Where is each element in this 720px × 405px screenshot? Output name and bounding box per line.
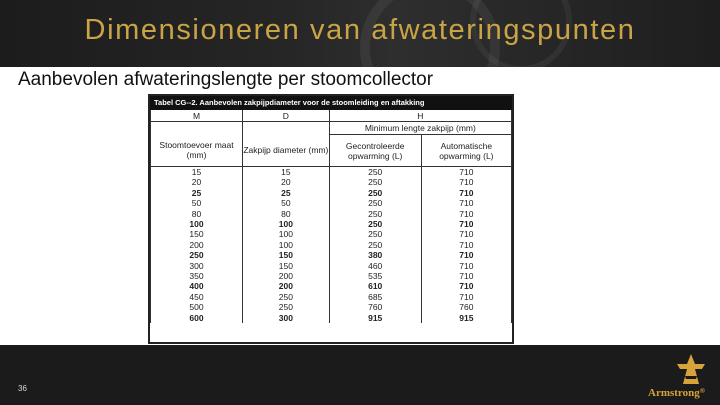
table-cell: 200 xyxy=(243,281,330,291)
logo-trademark: ® xyxy=(699,387,705,395)
footer-bar xyxy=(0,345,720,405)
table-cell: 915 xyxy=(329,313,421,323)
table-cell: 710 xyxy=(421,250,511,260)
table-cell: 200 xyxy=(151,240,243,250)
table-cell: 20 xyxy=(243,177,330,187)
column-header-automatic: Automatische opwarming (L) xyxy=(421,135,511,167)
table-row xyxy=(151,177,512,187)
table-cell: 15 xyxy=(243,167,330,178)
table-row xyxy=(151,250,512,260)
table-cell: 50 xyxy=(243,198,330,208)
table-cell: 380 xyxy=(329,250,421,260)
table-span-row xyxy=(151,122,512,135)
table-cell: 685 xyxy=(329,292,421,302)
column-header-controlled: Gecontroleerde opwarming (L) xyxy=(329,135,421,167)
page-number: 36 xyxy=(18,384,27,393)
table-cell: 710 xyxy=(421,271,511,281)
table-cell: 915 xyxy=(421,313,511,323)
table-cell: 200 xyxy=(243,271,330,281)
table-cell: 250 xyxy=(329,177,421,187)
table-cell: 710 xyxy=(421,188,511,198)
table-cell: 450 xyxy=(151,292,243,302)
table-column-headers xyxy=(151,135,512,167)
table-cell: 150 xyxy=(151,229,243,239)
table-cell: 710 xyxy=(421,177,511,187)
table-cell: 760 xyxy=(329,302,421,312)
column-letter-d: D xyxy=(243,110,330,122)
drain-table xyxy=(148,94,514,344)
column-letter-m: M xyxy=(151,110,243,122)
table-row xyxy=(151,229,512,239)
table-row xyxy=(151,292,512,302)
header-band xyxy=(0,0,720,67)
table-cell: 710 xyxy=(421,292,511,302)
table-cell: 100 xyxy=(243,240,330,250)
table-cell: 710 xyxy=(421,198,511,208)
table-row xyxy=(151,281,512,291)
table-cell: 50 xyxy=(151,198,243,208)
table-row xyxy=(151,302,512,312)
table-row xyxy=(151,219,512,229)
table-row xyxy=(151,313,512,323)
table-row xyxy=(151,240,512,250)
table-cell: 100 xyxy=(243,229,330,239)
table-cell: 15 xyxy=(151,167,243,178)
table-cell: 80 xyxy=(243,209,330,219)
column-letter-h: H xyxy=(329,110,511,122)
page-title: Dimensioneren van afwateringspunten xyxy=(84,14,636,46)
table-cell: 460 xyxy=(329,261,421,271)
table-cell: 710 xyxy=(421,281,511,291)
span-header: Minimum lengte zakpijp (mm) xyxy=(329,122,511,135)
table-cell: 400 xyxy=(151,281,243,291)
table-cell: 25 xyxy=(151,188,243,198)
table-cell: 710 xyxy=(421,261,511,271)
table-cell: 150 xyxy=(243,261,330,271)
table-row xyxy=(151,271,512,281)
table-letter-row xyxy=(151,110,512,122)
table-row xyxy=(151,167,512,178)
table-cell: 250 xyxy=(329,167,421,178)
table-cell: 500 xyxy=(151,302,243,312)
armstrong-logo-text xyxy=(648,387,705,399)
table-cell: 250 xyxy=(151,250,243,260)
table-caption: Tabel CG--2. Aanbevolen zakpijpdiameter voor de stoomleiding en aftakking xyxy=(150,96,512,110)
column-header-drain-diameter: Zakpijp diameter (mm) xyxy=(243,135,330,167)
table-cell: 760 xyxy=(421,302,511,312)
table-cell: 600 xyxy=(151,313,243,323)
table-cell: 710 xyxy=(421,167,511,178)
table-cell: 100 xyxy=(243,219,330,229)
table-cell: 710 xyxy=(421,219,511,229)
table-cell: 250 xyxy=(329,219,421,229)
table-cell: 710 xyxy=(421,209,511,219)
table-cell: 710 xyxy=(421,229,511,239)
table-row xyxy=(151,198,512,208)
table-row xyxy=(151,209,512,219)
page-subtitle: Aanbevolen afwateringslengte per stoomcollector xyxy=(18,69,434,90)
empty-header-cell xyxy=(151,122,243,135)
table-cell: 80 xyxy=(151,209,243,219)
column-header-supply: Stoomtoevoer maat (mm) xyxy=(151,135,243,167)
table-cell: 710 xyxy=(421,240,511,250)
table-cell: 25 xyxy=(243,188,330,198)
table-cell: 250 xyxy=(243,292,330,302)
table-row xyxy=(151,188,512,198)
table-cell: 250 xyxy=(329,229,421,239)
table-cell: 350 xyxy=(151,271,243,281)
table-cell: 250 xyxy=(329,188,421,198)
table-cell: 20 xyxy=(151,177,243,187)
table-cell: 300 xyxy=(151,261,243,271)
table-cell: 610 xyxy=(329,281,421,291)
table-cell: 100 xyxy=(151,219,243,229)
table-cell: 535 xyxy=(329,271,421,281)
table-cell: 250 xyxy=(243,302,330,312)
table-row xyxy=(151,261,512,271)
empty-header-cell xyxy=(243,122,330,135)
table-cell: 250 xyxy=(329,240,421,250)
logo-name: Armstrong xyxy=(648,387,700,399)
table-cell: 300 xyxy=(243,313,330,323)
table-body xyxy=(151,167,512,324)
drain-table-grid xyxy=(150,110,512,323)
table-cell: 250 xyxy=(329,209,421,219)
table-cell: 150 xyxy=(243,250,330,260)
table-cell: 250 xyxy=(329,198,421,208)
